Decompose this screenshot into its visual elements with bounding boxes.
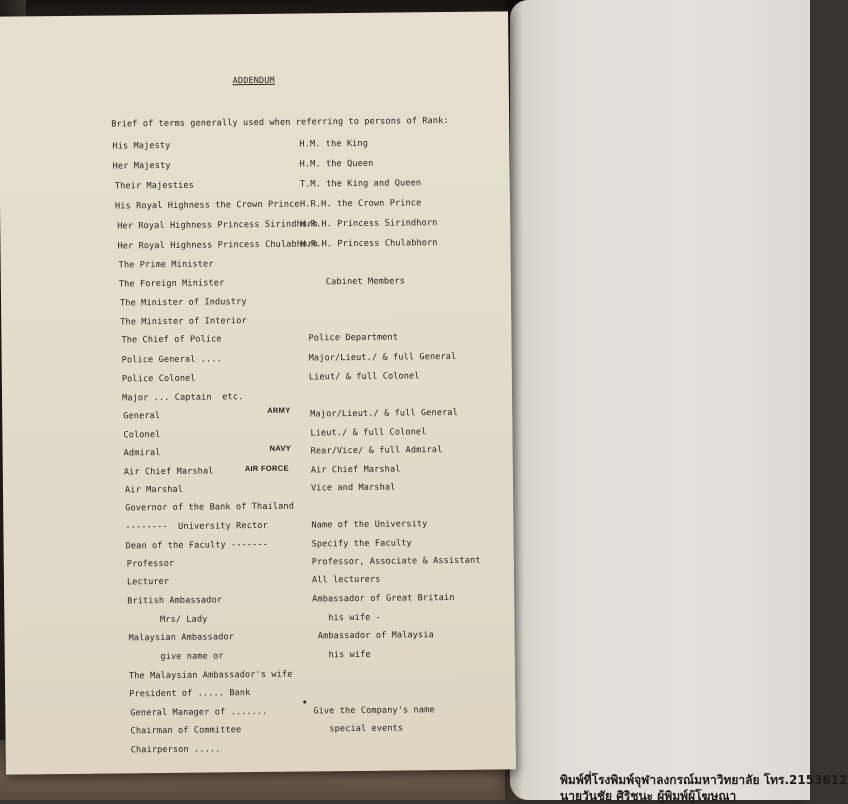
- rank-term: Their Majesties: [114, 180, 194, 192]
- rank-term: Professor: [126, 558, 175, 570]
- rank-term: General Manager of .......: [130, 706, 268, 719]
- rank-equivalent: H.R.H. Princess Sirindhorn: [300, 218, 438, 230]
- rank-term: Police General ....: [121, 354, 222, 366]
- table-row: [1, 275, 511, 294]
- rank-equivalent: Lieut./ & full Colonel: [310, 427, 427, 439]
- table-row: [2, 426, 512, 445]
- army-label: ARMY: [267, 405, 291, 415]
- table-row: [5, 685, 515, 704]
- table-row: [0, 157, 510, 176]
- table-row: [3, 481, 513, 500]
- rank-equivalent: Major/Lieut./ & full General: [308, 351, 457, 364]
- navy-label: NAVY: [269, 443, 292, 453]
- rank-equivalent: Ambassador of Malaysia: [312, 630, 434, 642]
- table-row: [5, 667, 515, 686]
- rank-term: His Royal Highness the Crown Prince: [114, 199, 300, 212]
- rank-term: Her Royal Highness Princess Sirindhorn: [117, 219, 318, 232]
- imprint-line-2: นายวันชัย ศิริชนะ ผู้พิมพ์ผู้โฆษณา: [560, 789, 737, 803]
- rank-equivalent: Air Chief Marshal: [310, 464, 401, 476]
- rank-term: General: [123, 411, 161, 422]
- table-row: [1, 313, 511, 332]
- rank-term: Police Colonel: [121, 373, 196, 385]
- table-row: [1, 294, 511, 313]
- rank-equivalent: Rear/Vice/ & full Admiral: [310, 445, 443, 457]
- rank-equivalent: Cabinet Members: [325, 276, 406, 288]
- rank-equivalent: T.M. the King and Queen: [299, 178, 422, 190]
- table-row: [5, 629, 515, 648]
- rank-equivalent: Vice and Marshal: [310, 482, 396, 494]
- table-row: [4, 555, 514, 574]
- table-row: [2, 407, 512, 426]
- table-row: [2, 389, 512, 408]
- rank-term: The Malaysian Ambassador's wife: [128, 669, 293, 682]
- rank-equivalent: Police Department: [308, 332, 399, 344]
- rank-term: Colonel: [123, 430, 161, 441]
- rank-equivalent: his wife: [312, 649, 371, 661]
- rank-term: British Ambassador: [127, 595, 223, 607]
- table-row: [3, 499, 513, 518]
- rank-term: The Chief of Police: [121, 334, 222, 346]
- rank-term: Air Marshal: [124, 484, 184, 496]
- rank-equivalent: H.R.H. the Crown Prince: [299, 198, 422, 210]
- table-row: [5, 648, 515, 667]
- rank-equivalent: his wife -: [312, 612, 381, 624]
- rank-term: Mrs/ Lady: [128, 614, 208, 626]
- table-row: [4, 573, 514, 592]
- rank-equivalent: H.M. the King: [299, 138, 369, 150]
- rank-equivalent: H.M. the Queen: [299, 158, 374, 170]
- rank-term: Chairman of Committee: [130, 725, 242, 737]
- table-row: [5, 722, 515, 741]
- table-row: [0, 237, 510, 256]
- rank-equivalent: Name of the University: [311, 519, 428, 531]
- table-row: [5, 704, 515, 723]
- rank-term: Major ... Captain etc.: [121, 392, 244, 404]
- rank-equivalent: Give the Company's name: [313, 705, 435, 717]
- rank-term: His Majesty: [112, 140, 171, 152]
- air-force-label: AIR FORCE: [244, 463, 289, 474]
- rank-equivalent: special events: [313, 723, 404, 735]
- table-row: [1, 331, 511, 350]
- rank-term: Dean of the Faculty -------: [125, 539, 269, 552]
- table-row: [4, 611, 514, 630]
- table-row: [6, 741, 516, 760]
- rank-term: Admiral: [123, 448, 161, 459]
- rank-term: give name or: [128, 651, 224, 663]
- rank-equivalent: H.R.H. Princess Chulabhorn: [300, 238, 438, 250]
- page-title: ADDENDUM: [232, 75, 275, 87]
- imprint-line-1: พิมพ์ที่โรงพิมพ์จุฬาลงกรณ์มหาวิทยาลัย โทร.2153612: [560, 773, 848, 787]
- rank-term: Governor of the Bank of Thailand: [125, 501, 295, 514]
- table-row: [4, 537, 514, 556]
- blank-right-page: [510, 0, 848, 800]
- rank-term: Lecturer: [126, 576, 170, 588]
- table-row: [0, 197, 510, 216]
- rank-term: The Minister of Interior: [120, 316, 247, 328]
- rank-equivalent: Specify the Faculty: [311, 538, 412, 550]
- rank-term: Her Majesty: [112, 160, 171, 172]
- table-row: [4, 592, 514, 611]
- table-row: [2, 351, 512, 370]
- intro-text: Brief of terms generally used when referring to persons of Rank:: [111, 115, 449, 130]
- rank-term: The Minister of Industry: [120, 297, 247, 309]
- rank-equivalent: Major/Lieut./ & full General: [310, 407, 458, 420]
- rank-equivalent: All lecturers: [311, 574, 381, 586]
- rank-term: Her Royal Highness Princess Chulabhorn: [117, 239, 318, 252]
- table-row: [0, 137, 509, 156]
- table-row: [2, 370, 512, 389]
- table-row: [0, 217, 510, 236]
- rank-term: -------- University Rector: [125, 520, 268, 533]
- rank-term: The Prime Minister: [118, 259, 214, 271]
- rank-equivalent: Lieut/ & full Colonel: [308, 371, 420, 383]
- addendum-page: [0, 11, 516, 774]
- rank-term: Malaysian Ambassador: [128, 632, 235, 644]
- table-row: [0, 177, 510, 196]
- rank-term: President of ..... Bank: [129, 688, 251, 700]
- rank-term: Chairperson .....: [130, 744, 221, 756]
- table-row: [1, 256, 511, 275]
- table-row: [3, 444, 513, 463]
- rank-term: Air Chief Marshal: [123, 466, 214, 478]
- printer-imprint: [560, 772, 848, 804]
- rank-equivalent: Professor, Associate & Assistant: [311, 555, 481, 568]
- table-row: [3, 518, 513, 537]
- rank-term: The Foreign Minister: [118, 278, 225, 290]
- ink-speck: [303, 701, 306, 704]
- rank-equivalent: Ambassador of Great Britain: [312, 592, 455, 605]
